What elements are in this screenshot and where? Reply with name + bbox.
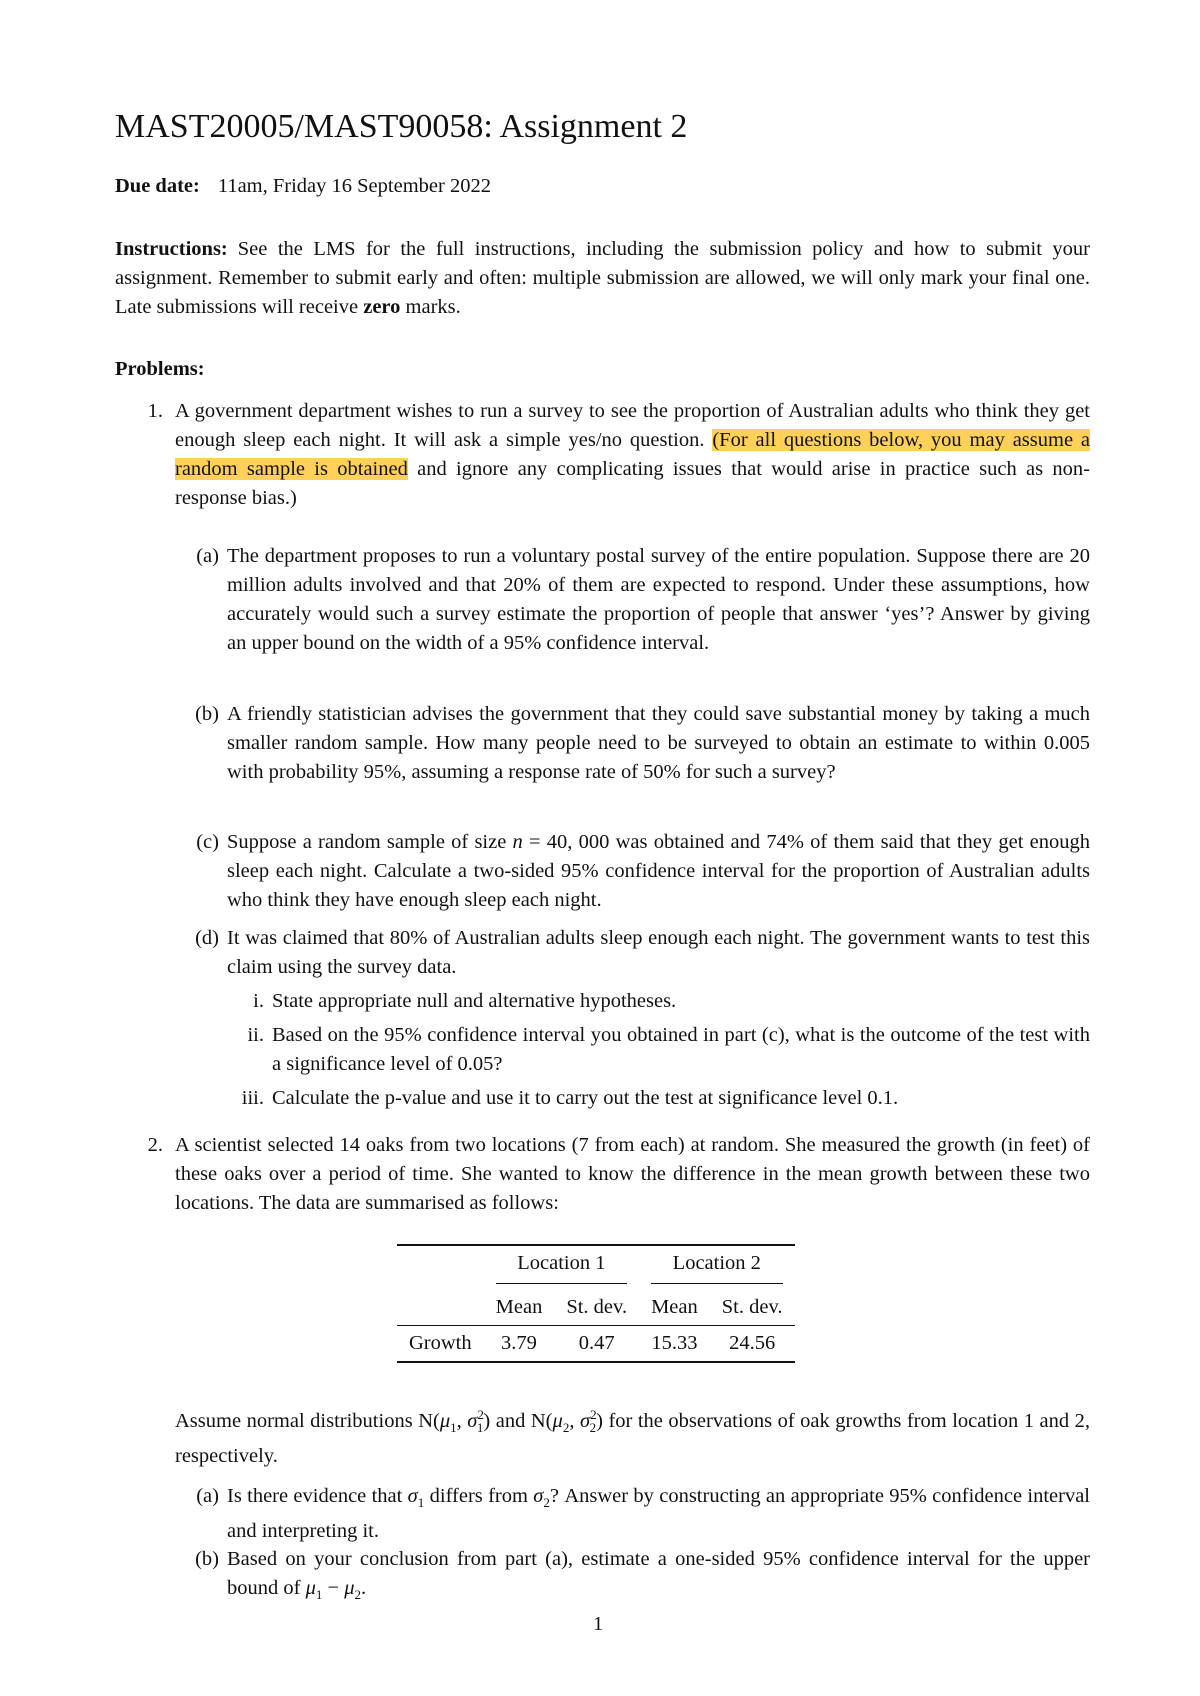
problem-1d-i-text: State appropriate null and alternative hypotheses. [272, 990, 677, 1012]
mu-symbol: μ [344, 1577, 355, 1599]
problem-1-number: 1. [147, 400, 163, 422]
sigma-symbol: σ [467, 1409, 478, 1432]
problem-2a-text: Is there evidence that $\sigma_1$ differs from $\sigma_2$? Answer by constructing an appropriate 95% confidence interval and interpreting it. [227, 1485, 1091, 1543]
problem-2b-text-2: . [360, 1577, 367, 1599]
problem-2b-text: Based on your conclusion from part (a), estimate a one-sided 95% confidence interval for the upper bound of $\mu_1 - \mu_2$. [227, 1548, 1090, 1603]
table-cell: 15.33 [639, 1326, 710, 1363]
table-subheader: Mean [495, 1296, 543, 1318]
problem-1d-iii-text: Calculate the p-value and use it to carry out the test at significance level 0.1. [272, 1087, 899, 1109]
problem-1a-label: (a) [196, 545, 219, 567]
problem-1c-text-1: Suppose a random sample of size [227, 831, 513, 853]
problem-1d-label: (d) [195, 927, 219, 949]
problem-2-intro: A scientist selected 14 oaks from two locations (7 from each) at random. She measured the growth (in feet) of these oaks over a period of time. She wanted to know the difference in the mean growth between these two locations. The data are summarised as follows: [175, 1134, 1090, 1214]
instructions [115, 235, 1090, 322]
problem-1d-ii-text: Based on the 95% confidence interval you obtained in part (c), what is the outcome of the test with a significance level of 0.05? [272, 1024, 1090, 1075]
problem-1d-iii [241, 1084, 1090, 1113]
assume-part-2: ) and N( [483, 1409, 553, 1432]
problem-2b-label: (b) [195, 1548, 219, 1570]
page-number: 1 [593, 1613, 604, 1635]
problem-1c-label: (c) [196, 831, 219, 853]
problem-1b-text: A friendly statistician advises the government that they could save substantial money by taking a much smaller random sample. How many people need to be surveyed to obtain an estimate to within 0.005 with probability 95%, assuming a response rate of 50% for such a survey? [227, 703, 1090, 783]
table-empty-cell [397, 1290, 484, 1326]
highlighted-text: (For all questions below, you may assume a random sample is obtained [175, 429, 1090, 480]
sigma-symbol: σ [579, 1409, 591, 1432]
due-date-value: 11am, Friday 16 September 2022 [217, 175, 491, 197]
location-2-header: Location 2 [651, 1252, 782, 1284]
table-subheader-row [397, 1290, 795, 1326]
table-group-header [484, 1245, 639, 1290]
table-cell: 24.56 [710, 1326, 795, 1363]
problem-1-intro [175, 397, 1090, 513]
table-subheader: Mean [651, 1296, 698, 1318]
variable-n: n [512, 831, 523, 853]
problem-2-number: 2. [147, 1134, 163, 1156]
problem-1b [195, 700, 1090, 787]
location-1-header: Location 1 [496, 1252, 627, 1284]
table-subheader: St. dev. [566, 1296, 628, 1318]
problem-2b-text-1: Based on your conclusion from part (a), estimate a one-sided 95% confidence interval for the upper bound of [227, 1548, 1090, 1599]
problem-2b [195, 1545, 1090, 1609]
problem-2 [147, 1131, 1090, 1218]
mu-symbol: μ [552, 1409, 563, 1432]
problem-1d-ii [247, 1021, 1090, 1079]
problem-2-assumption [175, 1400, 1090, 1471]
problem-1a [196, 542, 1090, 658]
page-title: MAST20005/MAST90058: Assignment 2 [115, 108, 688, 145]
growth-summary-table [397, 1244, 795, 1363]
instructions-label: Instructions: [115, 238, 228, 260]
instructions-text-1: See the LMS for the full instructions, including the submission policy and how to submit your assignment. Remember to submit early and often: multiple submission are allowed, we will only mark your final one. Late submissions will receive [115, 238, 1090, 318]
table-cell: 0.47 [554, 1326, 639, 1363]
problem-1d-ii-label: ii. [247, 1024, 264, 1046]
assume-part-1: Assume normal distributions N( [175, 1409, 440, 1432]
table-cell: 3.79 [484, 1326, 555, 1363]
problem-1c-text [227, 828, 1090, 915]
instructions-emphasis: zero [363, 296, 401, 318]
assume-part-3: ) for the observations of oak growths from location 1 and 2, respectively. [175, 1409, 1091, 1467]
table-corner [397, 1245, 484, 1290]
problem-1d-i [253, 987, 1090, 1016]
problem-2a-text-3: ? Answer by constructing an appropriate 95% confidence interval and interpreting it. [227, 1485, 1091, 1543]
problem-1d-text: It was claimed that 80% of Australian adults sleep enough each night. The government wants to test this claim using the survey data. [227, 927, 1090, 978]
due-date [115, 172, 1105, 201]
problem-1a-text: The department proposes to run a voluntary postal survey of the entire population. Suppose there are 20 million adults involved and that 20% of them are expected to respond. Under these assumptions, how accurately would such a survey estimate the proportion of people that answer ‘yes’? Answer by giving an upper bound on the width of a 95% confidence interval. [227, 545, 1090, 654]
mu-symbol: μ [439, 1409, 451, 1432]
problem-1 [147, 397, 1090, 513]
problem-2a-label: (a) [196, 1485, 219, 1507]
problem-1-intro-end: and ignore any complicating issues that would arise in practice such as non-response bias.) [175, 458, 1090, 509]
problem-1d-iii-label: iii. [241, 1087, 264, 1109]
table-subheader: St. dev. [721, 1296, 783, 1318]
sigma-symbol: σ [407, 1485, 418, 1507]
problem-1d-i-label: i. [253, 990, 264, 1012]
mu-symbol: μ [305, 1577, 316, 1599]
problem-1d [195, 924, 1090, 982]
problem-1b-label: (b) [195, 703, 219, 725]
table-header-row [397, 1245, 795, 1290]
problem-1c-text-2: = 40, 000 was obtained and 74% of them said that they get enough sleep each night. Calculate a two-sided 95% confidence interval for the proportion of Australian adults who think they have enough sleep each night. [227, 831, 1090, 911]
problem-2a-text-2: differs from [424, 1485, 534, 1507]
sigma-symbol: σ [533, 1485, 544, 1507]
table-row [397, 1326, 795, 1363]
problem-2a-text-1: Is there evidence that [227, 1485, 408, 1507]
problems-heading: Problems: [115, 358, 205, 380]
table-group-header [639, 1245, 794, 1290]
table-row-label: Growth [397, 1326, 484, 1363]
problem-1-intro-text: A government department wishes to run a survey to see the proportion of Australian adults who think they get enough sleep each night. It will ask a simple yes/no question. [175, 400, 1090, 451]
assumption-text: Assume normal distributions $N(\mu_1$, $\sigma^2_1$) and $N(\mu_2$, $\sigma^2_2$) for the observations of oak growths from location 1 and 2, respectively. [175, 1407, 1091, 1467]
instructions-text-2: marks. [400, 296, 461, 318]
problem-1c [196, 828, 1090, 915]
problem-2a [196, 1482, 1091, 1546]
due-date-label: Due date: [115, 175, 200, 197]
